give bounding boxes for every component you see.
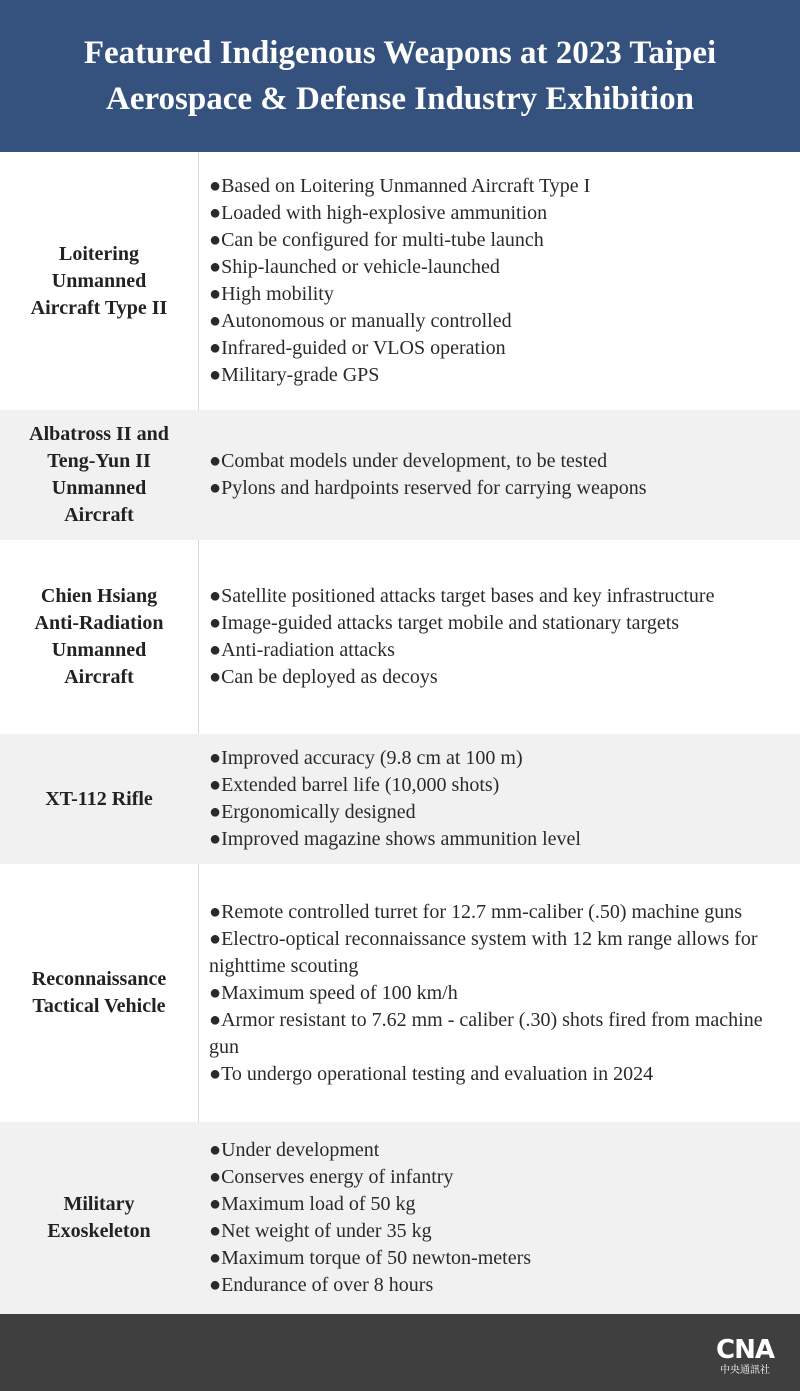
- cna-logo-mark: CNA: [716, 1335, 774, 1365]
- weapon-features: [198, 152, 800, 410]
- feature-item: ●Infrared-guided or VLOS operation: [209, 337, 506, 359]
- feature-item: ●Loaded with high-explosive ammunition: [209, 202, 548, 224]
- feature-item: ●Autonomous or manually controlled: [209, 310, 512, 332]
- feature-item: ●Improved accuracy (9.8 cm at 100 m): [209, 747, 523, 769]
- feature-item: ●Anti-radiation attacks: [209, 639, 395, 661]
- weapon-name-line: Reconnaissance: [31, 968, 167, 990]
- page-header: [0, 0, 800, 152]
- feature-item: ●Extended barrel life (10,000 shots): [209, 774, 500, 796]
- weapon-name: [0, 540, 198, 734]
- feature-item: ●Based on Loitering Unmanned Aircraft Type I: [209, 175, 591, 197]
- feature-item: ●Conserves energy of infantry: [209, 1166, 454, 1188]
- feature-item: ●High mobility: [209, 283, 334, 305]
- feature-item: ●To undergo operational testing and evaluation in 2024: [209, 1062, 654, 1085]
- weapon-name: [0, 152, 198, 410]
- weapon-name-line: Tactical Vehicle: [32, 995, 166, 1017]
- feature-item: ●Electro-optical reconnaissance system with 12 km range allows for nighttime scouting: [209, 927, 758, 977]
- feature-item: ●Endurance of over 8 hours: [209, 1274, 434, 1296]
- weapon-features: [198, 734, 800, 864]
- feature-item: ●Can be deployed as decoys: [209, 666, 438, 688]
- weapon-name-line: Albatross II and: [29, 423, 169, 445]
- weapon-name-line: Military: [63, 1193, 135, 1215]
- weapon-name-line: Exoskeleton: [47, 1220, 151, 1242]
- feature-item: ●Maximum torque of 50 newton-meters: [209, 1247, 532, 1269]
- weapon-name-line: Chien Hsiang: [40, 585, 158, 607]
- weapon-features: [198, 410, 800, 540]
- feature-item: ●Satellite positioned attacks target bases and key infrastructure: [209, 585, 715, 607]
- feature-item: ●Under development: [209, 1139, 380, 1161]
- weapon-features: [198, 864, 800, 1122]
- weapon-name-line: Anti-Radiation: [34, 612, 164, 634]
- weapon-name: [0, 1122, 198, 1314]
- feature-item: ●Can be configured for multi-tube launch: [209, 229, 544, 251]
- weapon-name-line: Aircraft: [64, 504, 134, 526]
- feature-item: ●Maximum speed of 100 km/h: [209, 981, 458, 1004]
- weapon-name-line: Unmanned: [51, 477, 147, 499]
- feature-item: ●Maximum load of 50 kg: [209, 1193, 416, 1215]
- page-footer: [0, 1314, 800, 1391]
- feature-item: ●Remote controlled turret for 12.7 mm-caliber (.50) machine guns: [209, 900, 743, 923]
- table-row-loitering-type-ii: [0, 152, 800, 410]
- weapon-name: [0, 734, 198, 864]
- feature-item: ●Net weight of under 35 kg: [209, 1220, 432, 1242]
- feature-item: ●Image-guided attacks target mobile and stationary targets: [209, 612, 680, 634]
- cna-logo-text: 中央通訊社: [720, 1365, 770, 1376]
- weapon-name-line: Aircraft Type II: [30, 296, 168, 319]
- weapon-features: [198, 1122, 800, 1314]
- feature-item: ●Ergonomically designed: [209, 801, 416, 823]
- table-row-xt-112-rifle: [0, 734, 800, 864]
- weapon-name-line: Teng-Yun II: [47, 450, 151, 472]
- table-row-chien-hsiang: [0, 540, 800, 734]
- weapon-name-line: Unmanned: [51, 269, 147, 292]
- table-row-albatross-teng-yun: [0, 410, 800, 540]
- feature-item: ●Combat models under development, to be tested: [209, 450, 608, 472]
- weapon-name-line: XT-112 Rifle: [45, 787, 153, 810]
- weapon-features: [198, 540, 800, 734]
- feature-item: ●Pylons and hardpoints reserved for carrying weapons: [209, 477, 647, 499]
- table-row-recon-vehicle: [0, 864, 800, 1122]
- cna-logo: [710, 1336, 780, 1382]
- title-line-1: Featured Indigenous Weapons at 2023 Taipei: [83, 35, 717, 71]
- feature-item: ●Ship-launched or vehicle-launched: [209, 256, 500, 278]
- weapon-name-line: Unmanned: [51, 639, 147, 661]
- title-line-2: Aerospace & Defense Industry Exhibition: [106, 81, 694, 117]
- feature-item: ●Armor resistant to 7.62 mm - caliber (.30) shots fired from machine gun: [209, 1008, 763, 1058]
- table-row-exoskeleton: [0, 1122, 800, 1314]
- feature-item: ●Improved magazine shows ammunition level: [209, 828, 581, 850]
- weapon-name: [0, 410, 198, 540]
- weapon-name-line: Aircraft: [64, 666, 134, 688]
- weapon-name: [0, 864, 198, 1122]
- page-title: [20, 30, 780, 122]
- feature-item: ●Military-grade GPS: [209, 364, 380, 386]
- weapon-name-line: Loitering: [59, 242, 139, 265]
